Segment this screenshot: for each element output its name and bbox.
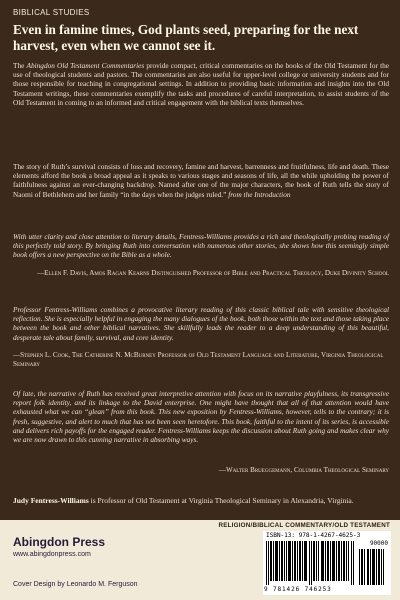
barcode-bars xyxy=(266,541,356,585)
publisher-logo: Abingdon Press xyxy=(13,535,106,549)
cover-design-credit: Cover Design by Leonardo M. Ferguson xyxy=(13,581,138,588)
book-description-source: from the Introduction xyxy=(228,189,291,199)
series-title: Abingdon Old Testament Commentaries xyxy=(26,61,145,70)
series-description-text: provide compact, critical commentaries on the books of the Old Testament for the use of theological students and pastors. The commentaries are also useful for upper-level college or university students and for those responsible for teaching in congregational settings. In addition to providing basic information and insights into the Old Testament writings, these commentaries exemplify the tasks and procedures of careful interpretation, to assist students of the Old Testament in coming to an informed and critical engagement with the biblical texts themselves. xyxy=(13,61,390,107)
publisher-url: www.abingdonpress.com xyxy=(13,551,91,558)
endorsement-attribution-text: —Stephen L. Cook, The Catherine N. McBurney Professor of Old Testament Language and Literature, Virginia Theological Seminary xyxy=(13,351,384,369)
price-code: 90000 xyxy=(369,540,388,547)
barcode xyxy=(263,531,391,595)
category-label: RELIGION/BIBLICAL COMMENTARY/OLD TESTAMENT xyxy=(218,522,390,529)
barcode-digits: 9 781426 746253 xyxy=(264,586,332,593)
tagline: Even in famine times, God plants seed, preparing for the next harvest, even when we cannot see it. xyxy=(13,22,359,53)
series-description xyxy=(13,61,389,107)
endorsement-quote: Of late, the narrative of Ruth has received great interpretive attention with focus on its narrative playfulness, its transgressive report folk identity, and its linkage to the David enterprise. One might have thought that all of that attention would have exhausted what we can “glean” from this book. This new exposition by Fentress-Williams, however, tells to the contrary; it is fresh, suggestive, and alert to much that has not been seen heretofore. This book, faithful to the intent of its series, is accessible and delivers rich payoffs for the engaged reader. Fentress-Williams keeps the discussion about Ruth going and makes clear why we are now drawn to this cunning narrative in absorbing ways. xyxy=(13,389,389,445)
endorsement-attribution-text: —Walter Brueggemann, Columbia Theological Seminary xyxy=(218,466,389,474)
section-label: BIBLICAL STUDIES xyxy=(13,8,90,17)
price-barcode-bars xyxy=(359,549,385,585)
endorsement-attribution xyxy=(13,269,389,278)
author-bio xyxy=(13,496,389,505)
endorsement-attribution xyxy=(13,466,389,475)
series-description-prefix: The xyxy=(13,61,27,70)
book-description xyxy=(13,162,389,199)
endorsement-attribution-text: —Ellen F. Davis, Amos Ragan Kearns Distinguished Professor of Bible and Practical Theology, Duke Divinity School xyxy=(37,269,389,277)
author-name: Judy Fentress-Williams xyxy=(13,496,89,505)
book-description-text: The story of Ruth’s survival consists of loss and recovery, famine and harvest, barrenness and fruitfulness, life and death. These elements afford the book a broad appeal as it speaks to various stages and seasons of life, all the while upholding the power of faithfulness against an ever-changing backdrop. Named after one of the major characters, the book of Ruth tells the story of Naomi of Bethlehem and her family “in the days when the judges ruled.” xyxy=(13,162,389,199)
endorsement-quote: Professor Fentress-Williams combines a provocative literary reading of this classic biblical tale with sensitive theological reflection. She is especially helpful in engaging the many dialogues of the book, both those within the text and those taking place between the book and other biblical narratives. She skillfully leads the reader to a deep understanding of this beautiful, desperate tale about family, survival, and core identity. xyxy=(13,305,389,342)
author-bio-text: is Professor of Old Testament at Virginia Theological Seminary in Alexandria, Virginia. xyxy=(88,496,354,505)
isbn-text: ISBN-13: 978-1-4267-4625-3 xyxy=(266,532,361,539)
endorsement-attribution xyxy=(13,351,389,369)
endorsement-quote: With utter clarity and close attention to literary details, Fentress-Williams provides a rich and theologically probing reading of this perfectly told story. By bringing Ruth into conversation with numerous other stories, she shows how this seemingly simple book offers a new perspective on the Bible as a whole. xyxy=(13,232,389,260)
